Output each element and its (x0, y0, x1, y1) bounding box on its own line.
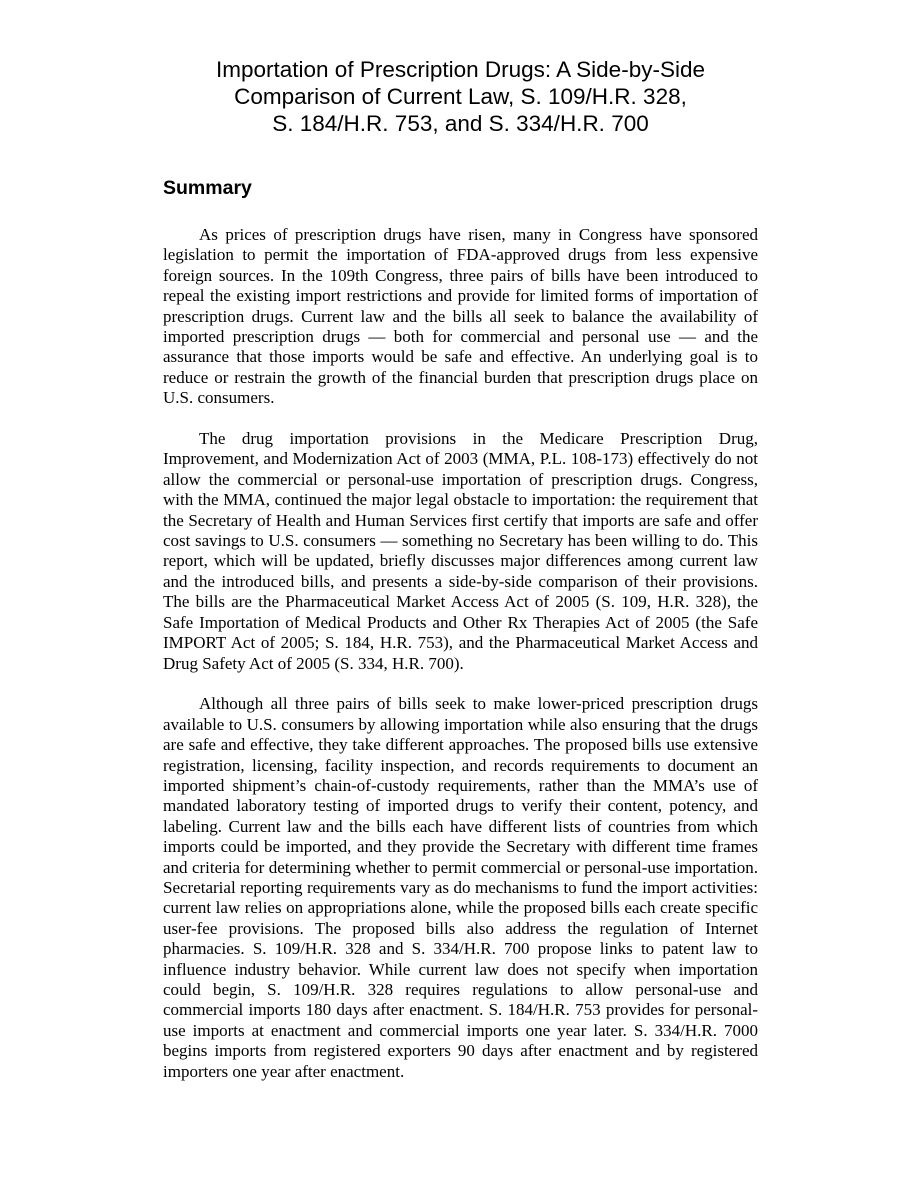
summary-paragraph-2: The drug importation provisions in the Medicare Prescription Drug, Improvement, and Modernization Act of 2003 (MMA, P.L. 108-173) effectively do not allow the commercial or personal-use importation of prescription drugs. Congress, with the MMA, continued the major legal obstacle to importation: the requirement that the Secretary of Health and Human Services first certify that imports are safe and offer cost savings to U.S. consumers — something no Secretary has been willing to do. This report, which will be updated, briefly discusses major differences among current law and the introduced bills, and presents a side-by-side comparison of their provisions. The bills are the Pharmaceutical Market Access Act of 2005 (S. 109, H.R. 328), the Safe Importation of Medical Products and Other Rx Therapies Act of 2005 (the Safe IMPORT Act of 2005; S. 184, H.R. 753), and the Pharmaceutical Market Access and Drug Safety Act of 2005 (S. 334, H.R. 700). (163, 429, 758, 673)
summary-paragraph-1: As prices of prescription drugs have risen, many in Congress have sponsored legislation to permit the importation of FDA-approved drugs from less expensive foreign sources. In the 109th Congress, three pairs of bills have been introduced to repeal the existing import restrictions and provide for limited forms of importation of prescription drugs. Current law and the bills all seek to balance the availability of imported prescription drugs — both for commercial and personal use — and the assurance that those imports would be safe and effective. An underlying goal is to reduce or restrain the growth of the financial burden that prescription drugs place on U.S. consumers. (163, 225, 758, 408)
document-page (163, 56, 758, 1082)
summary-paragraph-3: Although all three pairs of bills seek to make lower-priced prescription drugs available to U.S. consumers by allowing importation while also ensuring that the drugs are safe and effective, they take different approaches. The proposed bills use extensive registration, licensing, facility inspection, and records requirements to document an imported shipment’s chain-of-custody requirements, rather than the MMA’s use of mandated laboratory testing of imported drugs to verify their content, potency, and labeling. Current law and the bills each have different lists of countries from which imports could be imported, and they provide the Secretary with different time frames and criteria for determining whether to permit commercial or personal-use importation. Secretarial reporting requirements vary as do mechanisms to fund the import activities: current law relies on appropriations alone, while the proposed bills each create specific user-fee provisions. The proposed bills also address the regulation of Internet pharmacies. S. 109/H.R. 328 and S. 334/H.R. 700 propose links to patent law to influence industry behavior. While current law does not specify when importation could begin, S. 109/H.R. 328 requires regulations to allow personal-use and commercial imports 180 days after enactment. S. 184/H.R. 753 provides for personal-use imports at enactment and commercial imports one year later. S. 334/H.R. 7000 begins imports from registered exporters 90 days after enactment and by registered importers one year after enactment. (163, 694, 758, 1081)
title-line-2: Comparison of Current Law, S. 109/H.R. 328, (234, 84, 687, 109)
title-line-3: S. 184/H.R. 753, and S. 334/H.R. 700 (272, 111, 649, 136)
summary-heading: Summary (163, 177, 252, 199)
document-title (163, 56, 758, 137)
title-line-1: Importation of Prescription Drugs: A Side-by-Side (216, 57, 705, 82)
